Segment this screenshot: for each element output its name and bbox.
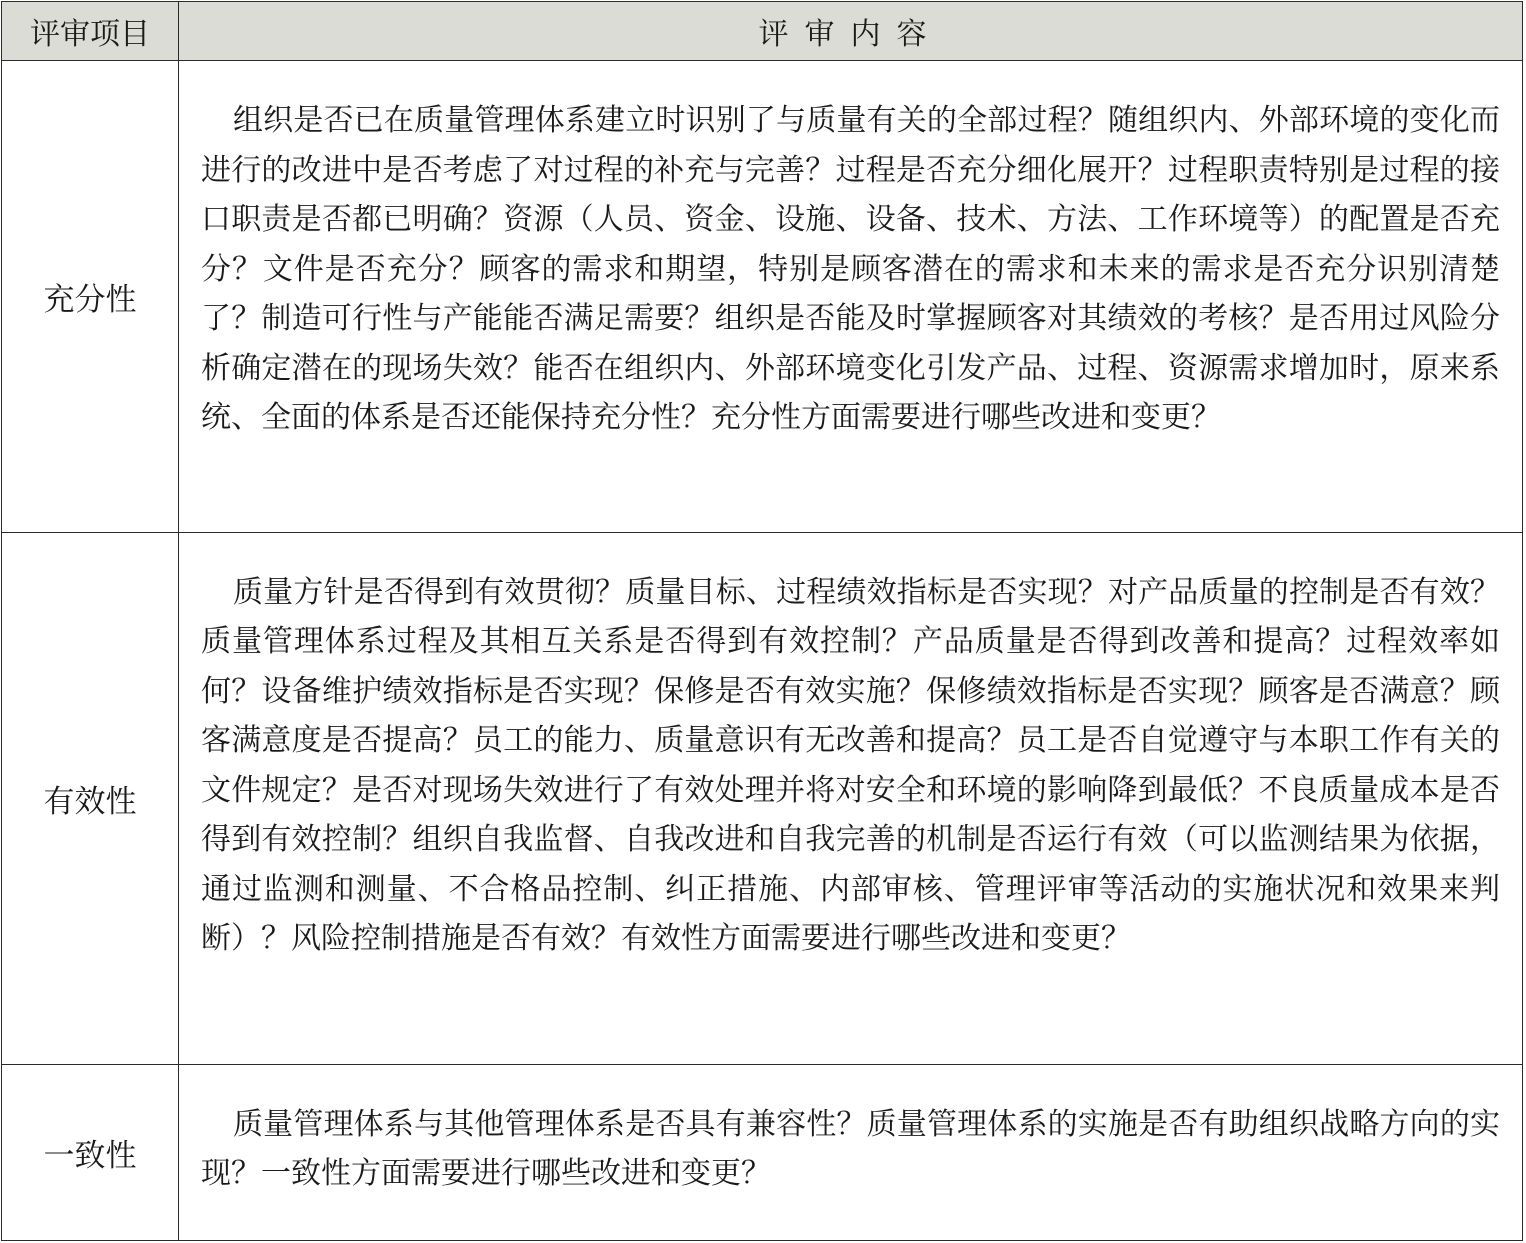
row-item-consistency: 一致性 (2, 1064, 179, 1240)
header-row (2, 2, 1523, 61)
row-content-effectiveness: 质量方针是否得到有效贯彻？质量目标、过程绩效指标是否实现？对产品质量的控制是否有效？质量管理体系过程及其相互关系是否得到有效控制？产品质量是否得到改善和提高？过程效率如何？设备维护绩效指标是否实现？保修是否有效实施？保修绩效指标是否实现？顾客是否满意？顾客满意度是否提高？员工的能力、质量意识有无改善和提高？员工是否自觉遵守与本职工作有关的文件规定？是否对现场失效进行了有效处理并将对安全和环境的影响降到最低？不良质量成本是否得到有效控制？组织自我监督、自我改进和自我完善的机制是否运行有效（可以监测结果为依据，通过监测和测量、不合格品控制、纠正措施、内部审核、管理评审等活动的实施状况和效果来判断）？风险控制措施是否有效？有效性方面需要进行哪些改进和变更？ (179, 532, 1523, 1064)
row-content-adequacy: 组织是否已在质量管理体系建立时识别了与质量有关的全部过程？随组织内、外部环境的变化而进行的改进中是否考虑了对过程的补充与完善？过程是否充分细化展开？过程职责特别是过程的接口职责是否都已明确？资源（人员、资金、设施、设备、技术、方法、工作环境等）的配置是否充分？文件是否充分？顾客的需求和期望，特别是顾客潜在的需求和未来的需求是否充分识别清楚了？制造可行性与产能能否满足需要？组织是否能及时掌握顾客对其绩效的考核？是否用过风险分析确定潜在的现场失效？能否在组织内、外部环境变化引发产品、过程、资源需求增加时，原来系统、全面的体系是否还能保持充分性？充分性方面需要进行哪些改进和变更？ (179, 61, 1523, 533)
table-row-effectiveness (2, 532, 1523, 1064)
table-body (2, 61, 1523, 1241)
review-table (1, 1, 1523, 1241)
header-review-content: 评审内容 (179, 2, 1523, 61)
row-item-effectiveness: 有效性 (2, 532, 179, 1064)
row-item-adequacy: 充分性 (2, 61, 179, 533)
row-content-consistency: 质量管理体系与其他管理体系是否具有兼容性？质量管理体系的实施是否有助组织战略方向的实现？一致性方面需要进行哪些改进和变更？ (179, 1064, 1523, 1240)
header-review-item: 评审项目 (2, 2, 179, 61)
table-header (2, 2, 1523, 61)
table-row-adequacy (2, 61, 1523, 533)
table-row-consistency (2, 1064, 1523, 1240)
